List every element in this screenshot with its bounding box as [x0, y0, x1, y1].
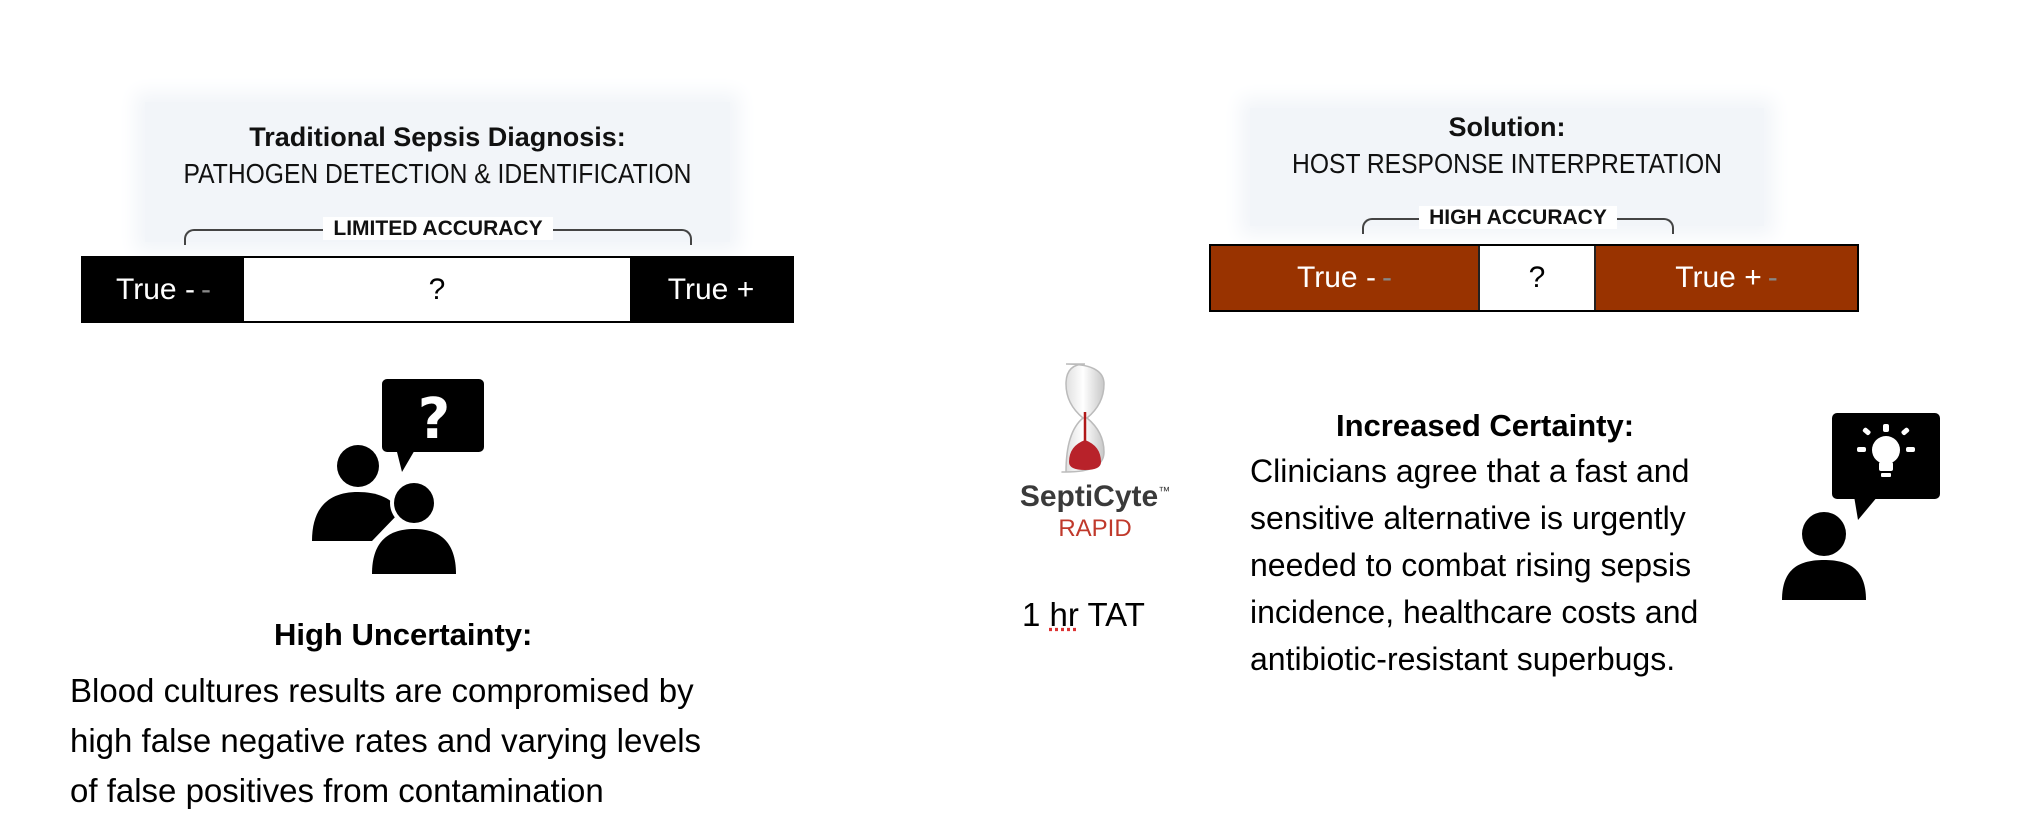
right-unknown-zone: ? [1478, 246, 1596, 310]
left-true-positive: True + [630, 258, 792, 321]
right-text-line: incidence, healthcare costs and [1250, 594, 1699, 630]
right-true-negative: True - - [1211, 246, 1478, 310]
right-accuracy-label: HIGH ACCURACY [1419, 206, 1617, 229]
right-header-subtitle: HOST RESPONSE INTERPRETATION [1292, 148, 1722, 179]
right-text-line: sensitive alternative is urgently [1250, 500, 1686, 536]
left-accuracy-label: LIMITED ACCURACY [323, 217, 552, 240]
left-result-bar [81, 256, 794, 323]
septicyte-logo-variant: RAPID [1058, 515, 1132, 542]
right-true-positive: True + - [1596, 246, 1857, 310]
left-header-title: Traditional Sepsis Diagnosis: [249, 122, 626, 152]
left-text-line: high false negative rates and varying levels [70, 722, 702, 759]
left-text-line: of false positives from contamination [70, 772, 604, 809]
left-unknown-zone: ? [244, 258, 630, 321]
left-text-line: Blood cultures results are compromised by [70, 672, 694, 709]
right-text-line: needed to combat rising sepsis [1250, 547, 1692, 583]
right-heading: Increased Certainty: [1336, 408, 1635, 443]
svg-text:?: ? [417, 387, 451, 452]
right-paragraph [1250, 448, 1698, 683]
left-accuracy-bracket [184, 217, 692, 249]
right-text-line: antibiotic-resistant superbugs. [1250, 641, 1676, 677]
people-question-icon [310, 378, 490, 574]
left-paragraph [70, 666, 701, 816]
septicyte-logo-name: SeptiCyte™ [1019, 480, 1171, 513]
left-header-subtitle: PATHOGEN DETECTION & IDENTIFICATION [183, 158, 692, 189]
right-text-line: Clinicians agree that a fast and [1250, 453, 1690, 489]
turnaround-time: 1 hr TAT [1022, 596, 1145, 633]
right-accuracy-bracket [1362, 206, 1674, 238]
left-heading: High Uncertainty: [274, 617, 533, 652]
right-header-title: Solution: [1448, 112, 1566, 142]
left-true-negative: True - - [83, 258, 244, 321]
person-lightbulb-icon [1782, 412, 1942, 600]
right-result-bar [1209, 244, 1859, 312]
hourglass-blood-icon [1060, 362, 1110, 474]
